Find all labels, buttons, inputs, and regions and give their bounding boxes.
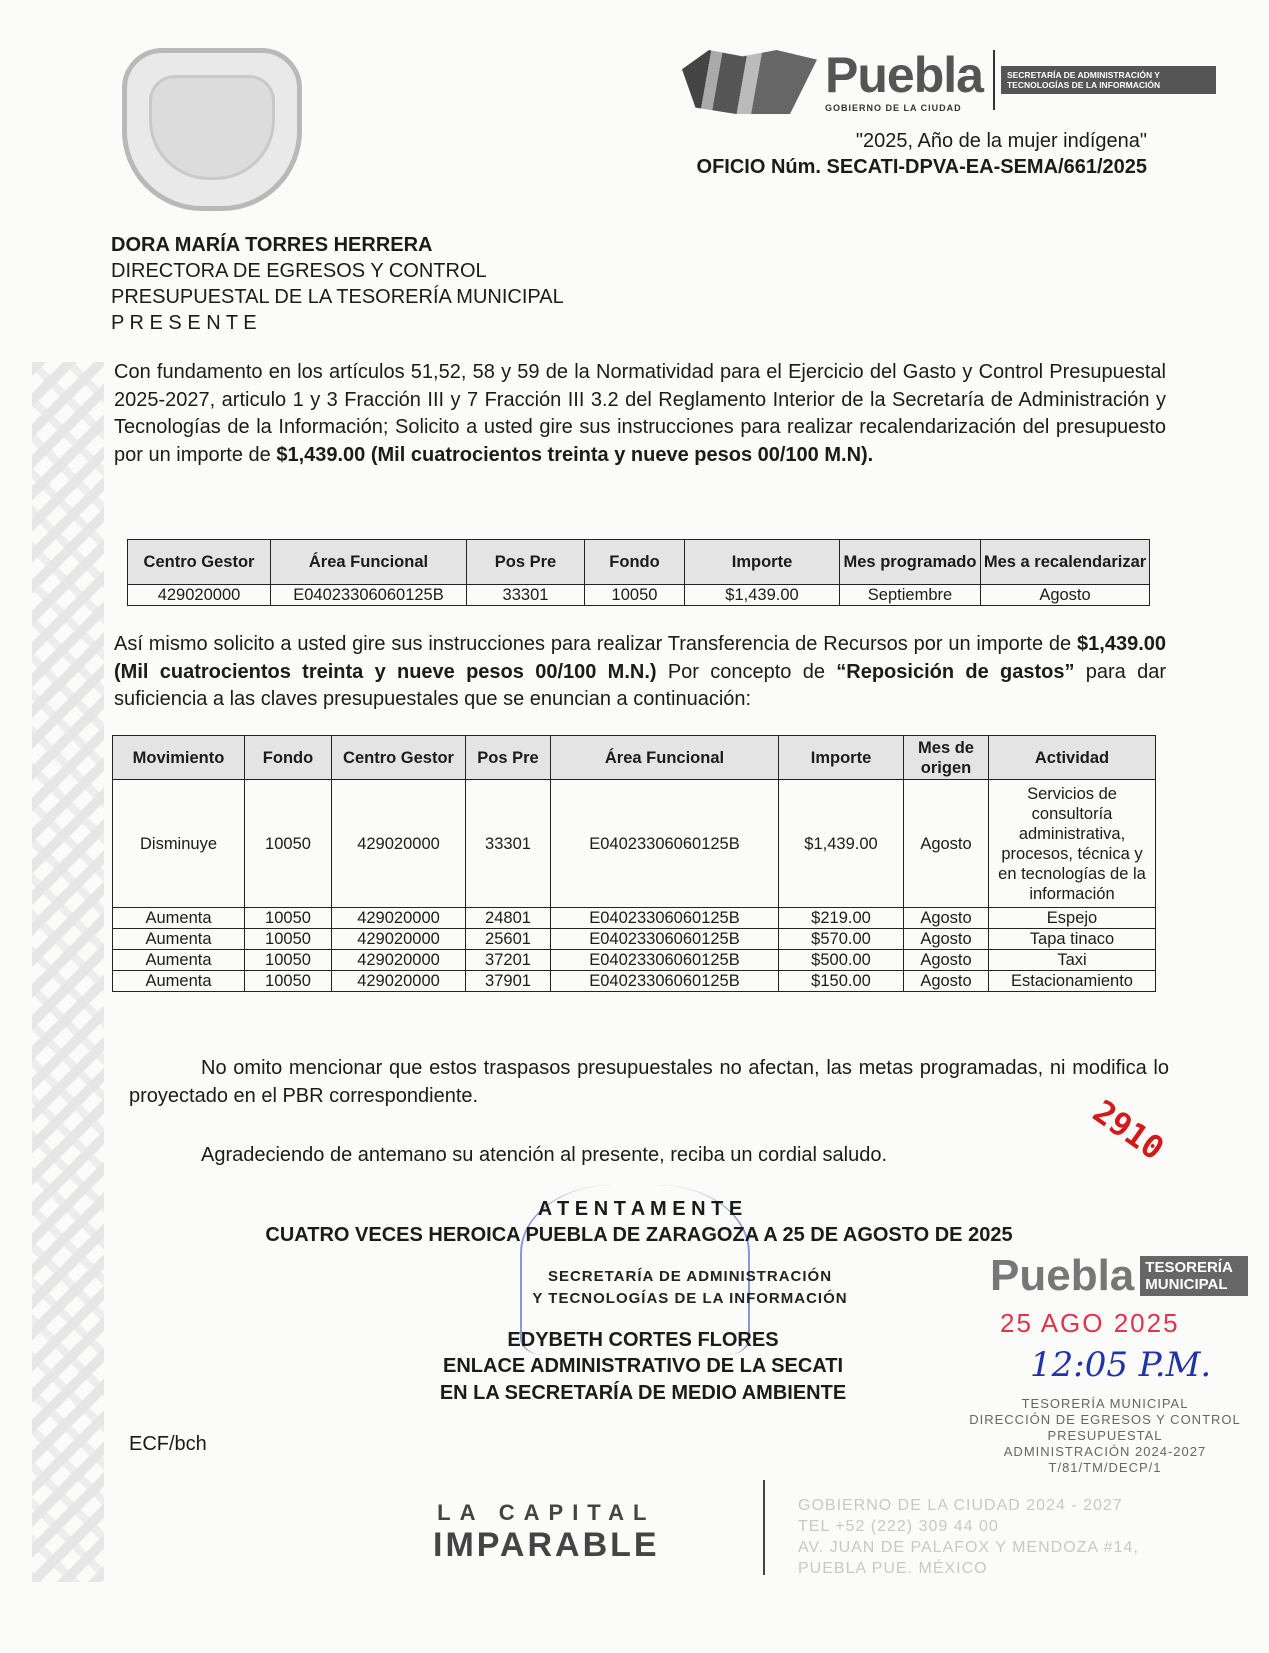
la-capital-logo [433,1500,660,1565]
table-cell: Aumenta [113,950,245,971]
stamp-line: DIRECCIÓN DE EGRESOS Y CONTROL [969,1412,1241,1427]
table-row [113,950,1156,971]
table-cell: Agosto [981,585,1150,606]
column-header: Pos Pre [466,736,551,780]
stamp-line: TESORERÍA MUNICIPAL [1021,1396,1189,1411]
table-cell: 25601 [466,929,551,950]
city-seal-logo [122,48,302,211]
table-row [128,585,1150,606]
footer-line: TEL +52 (222) 309 44 00 [798,1518,999,1535]
footer-line: GOBIERNO DE LA CIUDAD 2024 - 2027 [798,1497,1123,1514]
table-cell: Agosto [904,950,989,971]
table-cell: 37201 [466,950,551,971]
table-cell: 429020000 [332,780,466,908]
place-date: CUATRO VECES HEROICA PUEBLA DE ZARAGOZA A 25 DE AGOSTO DE 2025 [265,1224,1013,1246]
table-cell: Agosto [904,908,989,929]
table-cell: Taxi [989,950,1156,971]
footer-line: AV. JUAN DE PALAFOX Y MENDOZA #14, [798,1539,1139,1556]
table-row [113,908,1156,929]
stamp-line: PRESUPUESTAL [1047,1428,1163,1443]
table-cell: Espejo [989,908,1156,929]
table-cell: E04023306060125B [551,908,779,929]
stamp-line: SECRETARÍA DE ADMINISTRACIÓN [547,1268,833,1285]
table-cell: Disminuye [113,780,245,908]
table-row [113,971,1156,992]
column-header: Fondo [245,736,332,780]
secretaria-stamp [500,1266,880,1310]
column-header: Mes programado [840,540,981,585]
initials: ECF/bch [129,1433,207,1455]
paragraph-2 [114,631,1166,714]
table-cell: 10050 [245,929,332,950]
table-cell: Aumenta [113,908,245,929]
addressee-title: PRESUPUESTAL DE LA TESORERÍA MUNICIPAL [111,286,564,308]
recalendarization-table [127,539,1150,606]
table-cell: $1,439.00 [685,585,840,606]
amount-text: $1,439.00 (Mil cuatrocientos treinta y nueve pesos 00/100 M.N.) [114,633,1166,683]
stamp-line: Y TECNOLOGÍAS DE LA INFORMACIÓN [532,1290,848,1307]
table-cell: E04023306060125B [551,950,779,971]
table-cell: Aumenta [113,929,245,950]
table-cell: Aumenta [113,971,245,992]
table-cell: 429020000 [332,929,466,950]
puebla-logo [682,47,1216,114]
text: Así mismo solicito a usted gire sus instrucciones para realizar Transferencia de Recursos por un importe de [114,633,1078,655]
table-cell: Agosto [904,971,989,992]
column-header: Mes de origen [904,736,989,780]
table-cell: Agosto [904,929,989,950]
table-cell: 10050 [245,971,332,992]
table-cell: Estacionamiento [989,971,1156,992]
table-cell: 37901 [466,971,551,992]
table-cell: 24801 [466,908,551,929]
column-header: Área Funcional [271,540,467,585]
text: para dar suficiencia a las claves presupuestales que se enuncian a continuación: [114,660,1166,710]
table-cell: Agosto [904,780,989,908]
table-cell: 33301 [466,780,551,908]
column-header: Pos Pre [467,540,585,585]
table-cell: 10050 [585,585,685,606]
amount-text: $1,439.00 (Mil cuatrocientos treinta y nueve pesos 00/100 M.N). [276,443,874,466]
table-cell: $1,439.00 [779,780,904,908]
table-cell: Servicios de consultoría administrativa, procesos, técnica y en tecnologías de la información [989,780,1156,908]
stamp-line: T/81/TM/DECP/1 [1048,1460,1162,1475]
table-cell: 429020000 [128,585,271,606]
table-cell: 33301 [467,585,585,606]
table-cell: 10050 [245,950,332,971]
transfer-table [112,735,1156,992]
column-header: Mes a recalendarizar [981,540,1150,585]
folio-stamp: 2910 [1086,1092,1171,1168]
addressee-name: DORA MARÍA TORRES HERRERA [111,234,433,256]
column-header: Área Funcional [551,736,779,780]
signer-title: ENLACE ADMINISTRATIVO DE LA SECATI [443,1355,843,1377]
decorative-border [32,362,104,1582]
table-cell: E04023306060125B [551,780,779,908]
column-header: Fondo [585,540,685,585]
column-header: Movimiento [113,736,245,780]
signer-name: EDYBETH CORTES FLORES [507,1329,779,1351]
stamp-line: ADMINISTRACIÓN 2024-2027 [1003,1444,1207,1459]
addressee-title: DIRECTORA DE EGRESOS Y CONTROL [111,260,487,282]
table-row [113,929,1156,950]
table-cell: E04023306060125B [271,585,467,606]
table-cell: E04023306060125B [551,971,779,992]
table-cell: Septiembre [840,585,981,606]
slogan-line: LA CAPITAL [437,1500,656,1525]
handwritten-time: 12:05 P.M. [1030,1345,1212,1385]
received-date-stamp: 25 AGO 2025 [1000,1308,1180,1338]
column-header: Centro Gestor [128,540,271,585]
logo-art-icon [682,50,817,114]
table-cell: 429020000 [332,950,466,971]
table-cell: 10050 [245,780,332,908]
table-cell: 429020000 [332,908,466,929]
footer-contact [798,1495,1139,1579]
concept-text: “Reposición de gastos” [836,660,1075,683]
column-header: Actividad [989,736,1156,780]
slogan-line: IMPARABLE [433,1526,660,1564]
column-header: Importe [685,540,840,585]
table-cell: $500.00 [779,950,904,971]
closing-atentamente: A T E N T A M E N T E [537,1198,743,1220]
paragraph-1 [114,359,1166,469]
table-cell: E04023306060125B [551,929,779,950]
table-cell: $150.00 [779,971,904,992]
paragraph-4: Agradeciendo de antemano su atención al presente, reciba un cordial saludo. [201,1144,888,1166]
table-cell: 429020000 [332,971,466,992]
table-cell: 10050 [245,908,332,929]
year-motto: "2025, Año de la mujer indígena" [855,130,1147,152]
tesoreria-stamp [990,1252,1248,1300]
oficio-number: OFICIO Núm. SECATI-DPVA-EA-SEMA/661/2025 [696,156,1147,178]
table-cell: Tapa tinaco [989,929,1156,950]
footer-line: PUEBLA PUE. MÉXICO [798,1560,988,1577]
presente: P R E S E N T E [111,312,257,334]
text: Por concepto de [656,660,837,683]
stamp-logo: Puebla [990,1251,1135,1300]
tesoreria-stamp-text [960,1396,1250,1476]
table-row [113,780,1156,908]
table-cell: $570.00 [779,929,904,950]
column-header: Centro Gestor [332,736,466,780]
paragraph-3: No omito mencionar que estos traspasos presupuestales no afectan, las metas programadas, ni modifica lo proyectado en el PBR correspondiente. [129,1057,1169,1107]
stamp-badge: TESORERÍA MUNICIPAL [1140,1256,1248,1296]
logo-subtitle: GOBIERNO DE LA CIUDAD [825,103,962,113]
signer-title: EN LA SECRETARÍA DE MEDIO AMBIENTE [439,1382,847,1404]
footer-divider [763,1480,765,1575]
department-badge: SECRETARÍA DE ADMINISTRACIÓN Y TECNOLOGÍAS DE LA INFORMACIÓN [1001,66,1216,94]
table-cell: $219.00 [779,908,904,929]
text: Con fundamento en los artículos 51,52, 58 y 59 de la Normatividad para el Ejercicio del Gasto y Control Presupuestal 2025-2027, articulo 1 y 3 Fracción III y 7 Fracción III 3.2 del Reglamento Interior de la Secretaría de Administración y Tecnologías de la Información; Solicito a usted gire sus instrucciones para realizar recalendarización del presupuesto por un importe de [114,361,1166,466]
column-header: Importe [779,736,904,780]
logo-wordmark: Puebla [825,47,983,103]
